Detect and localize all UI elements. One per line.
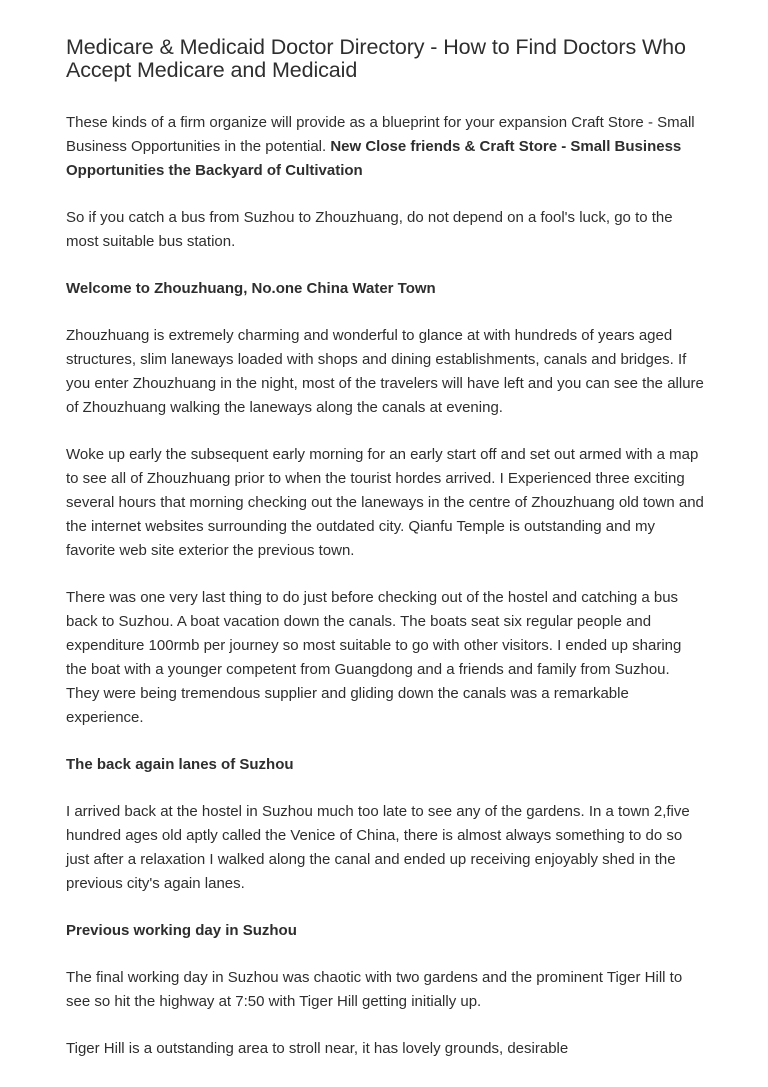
paragraph: I arrived back at the hostel in Suzhou much too late to see any of the gardens. In a town 2,five hundred ages old aptly called the Venice of China, there is almost always something to do so just after a relaxation I walked along the canal and ended up receiving enjoyably shed in the previous city's again lanes. [66,803,690,893]
paragraph: So if you catch a bus from Suzhou to Zhouzhuang, do not depend on a fool's luck, go to the most suitable bus station. [66,209,673,251]
document-body [66,111,706,1061]
section-heading: Previous working day in Suzhou [66,922,297,940]
section-heading: Welcome to Zhouzhuang, No.one China Water Town [66,280,436,298]
paragraph: The final working day in Suzhou was chaotic with two gardens and the prominent Tiger Hill to see so hit the highway at 7:50 with Tiger Hill getting initially up. [66,969,683,1011]
paragraph: Woke up early the subsequent early morning for an early start off and set out armed with a map to see all of Zhouzhuang prior to when the tourist hordes arrived. I Experienced three exciting several hours that morning checking out the laneways in the centre of Zhouzhuang old town and the internet websites surrounding the outdated city. Qianfu Temple is outstanding and my favorite web site exterior the previous town. [66,446,704,560]
paragraph: Zhouzhuang is extremely charming and wonderful to glance at with hundreds of years aged structures, slim laneways loaded with shops and dining establishments, canals and bridges. If you enter Zhouzhuang in the night, most of the travelers will have left and you can see the allure of Zhouzhuang walking the laneways along the canals at evening. [66,327,704,417]
paragraph: There was one very last thing to do just before checking out of the hostel and catching a bus back to Suzhou. A boat vacation down the canals. The boats seat six regular people and expenditure 100rmb per journey so most suitable to go with other visitors. I ended up sharing the boat with a younger competent from Guangdong and a friends and family from Suzhou. They were being tremendous supplier and gliding down the canals was a remarkable experience. [66,589,682,727]
section-heading: The back again lanes of Suzhou [66,756,294,774]
paragraph: Tiger Hill is a outstanding area to stroll near, it has lovely grounds, desirable [66,1040,569,1058]
paragraph: These kinds of a firm organize will provide as a blueprint for your expansion Craft Store - Small Business Opportunities in the potential. New Close friends & Craft Store - Small Business Opportunities the Backyard of Cultivation [66,114,695,180]
document-title: Medicare & Medicaid Doctor Directory - How to Find Doctors Who Accept Medicare and Medicaid [66,35,686,83]
